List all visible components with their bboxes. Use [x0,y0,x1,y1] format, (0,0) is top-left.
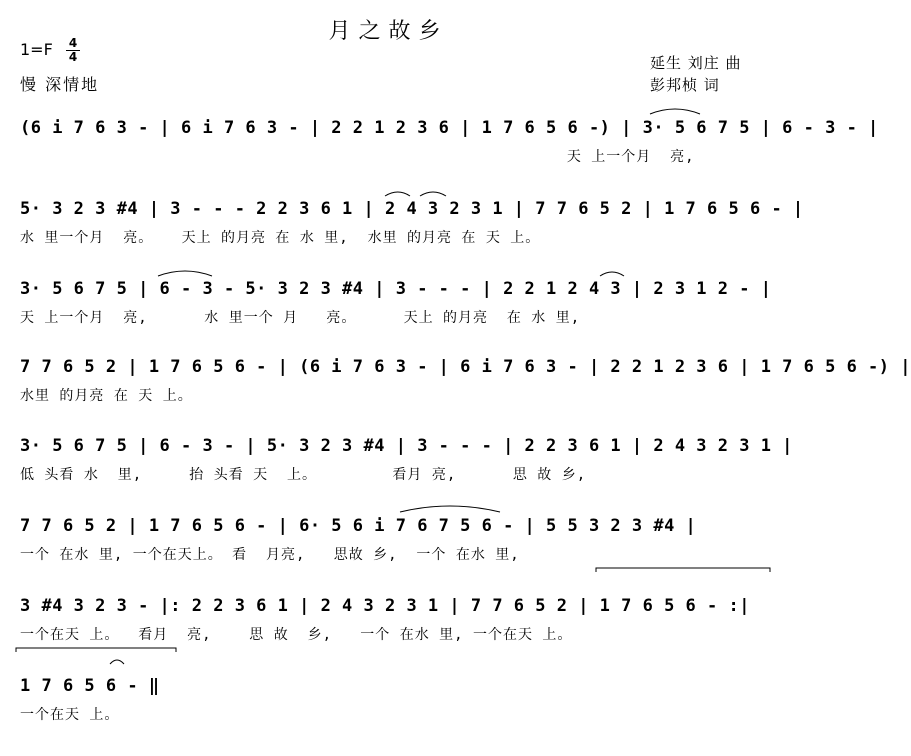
score-system-1 [0,118,879,198]
song-title: 月之故乡 [328,19,449,44]
notation-line: 3 #4 3 2 3 - |: 2 2 3 6 1 | 2 4 3 2 3 1 | 7 7 6 5 2 | 1 7 6 5 6 - :| [20,596,750,616]
tempo-marking: 慢 深情地 [20,75,100,94]
lyrics-line: 天 上一个月 亮, 水 里一个 月 亮。 天上 的月亮 在 水 里, [20,310,581,326]
lyrics-line: 一个在天 上。 [20,707,120,723]
lyrics-line: 一个 在水 里, 一个在天上。 看 月亮, 思故 乡, 一个 在水 里, [20,547,520,563]
notation-line: (6 i 7 6 3 - | 6 i 7 6 3 - | 2 2 1 2 3 6 | 1 7 6 5 6 -) | 3· 5 6 7 5 | 6 - 3 - | [20,118,879,138]
lyrics-line: 天 上一个月 亮, [20,149,695,165]
score-system-4 [0,357,911,437]
notation-line: 3· 5 6 7 5 | 6 - 3 - | 5· 3 2 3 #4 | 3 - - - | 2 2 3 6 1 | 2 4 3 2 3 1 | [20,436,793,456]
notation-line: 3· 5 6 7 5 | 6 - 3 - 5· 3 2 3 #4 | 3 - - - | 2 2 1 2 4 3 | 2 3 1 2 - | [20,279,772,299]
key-signature: 1=F [20,40,53,59]
lyrics-line: 水里 的月亮 在 天 上。 [20,388,193,404]
time-signature-top: 4 [68,36,78,50]
notation-line: 5· 3 2 3 #4 | 3 - - - 2 2 3 6 1 | 2 4 3 2 3 1 | 7 7 6 5 2 | 1 7 6 5 6 - | [20,199,804,219]
composer-credit: 延生 刘庄 曲 [650,54,742,72]
score-system-8 [0,676,777,756]
notation-line: 1 7 6 5 6 - ‖ [20,676,160,696]
notation-line: 7 7 6 5 2 | 1 7 6 5 6 - | (6 i 7 6 3 - | 6 i 7 6 3 - | 2 2 1 2 3 6 | 1 7 6 5 6 -) | [20,357,911,377]
notation-line: 7 7 6 5 2 | 1 7 6 5 6 - | 6· 5 6 i 7 6 7 5 6 - | 5 5 3 2 3 #4 | [20,516,697,536]
score-system-3 [0,279,777,359]
lyrics-line: 水 里一个月 亮。 天上 的月亮 在 水 里, 水里 的月亮 在 天 上。 [20,230,541,246]
lyricist-credit: 彭邦桢 词 [650,76,720,94]
time-signature [66,38,80,63]
score-system-6 [0,516,777,596]
lyrics-line: 一个在天 上。 看月 亮, 思 故 乡, 一个 在水 里, 一个在天 上。 [20,627,573,643]
score-system-2 [0,199,804,279]
score-system-5 [0,436,793,516]
time-signature-bottom: 4 [68,50,78,64]
score-system-7 [0,596,777,676]
lyrics-line: 低 头看 水 里, 抬 头看 天 上。 看月 亮, 思 故 乡, [20,467,587,483]
